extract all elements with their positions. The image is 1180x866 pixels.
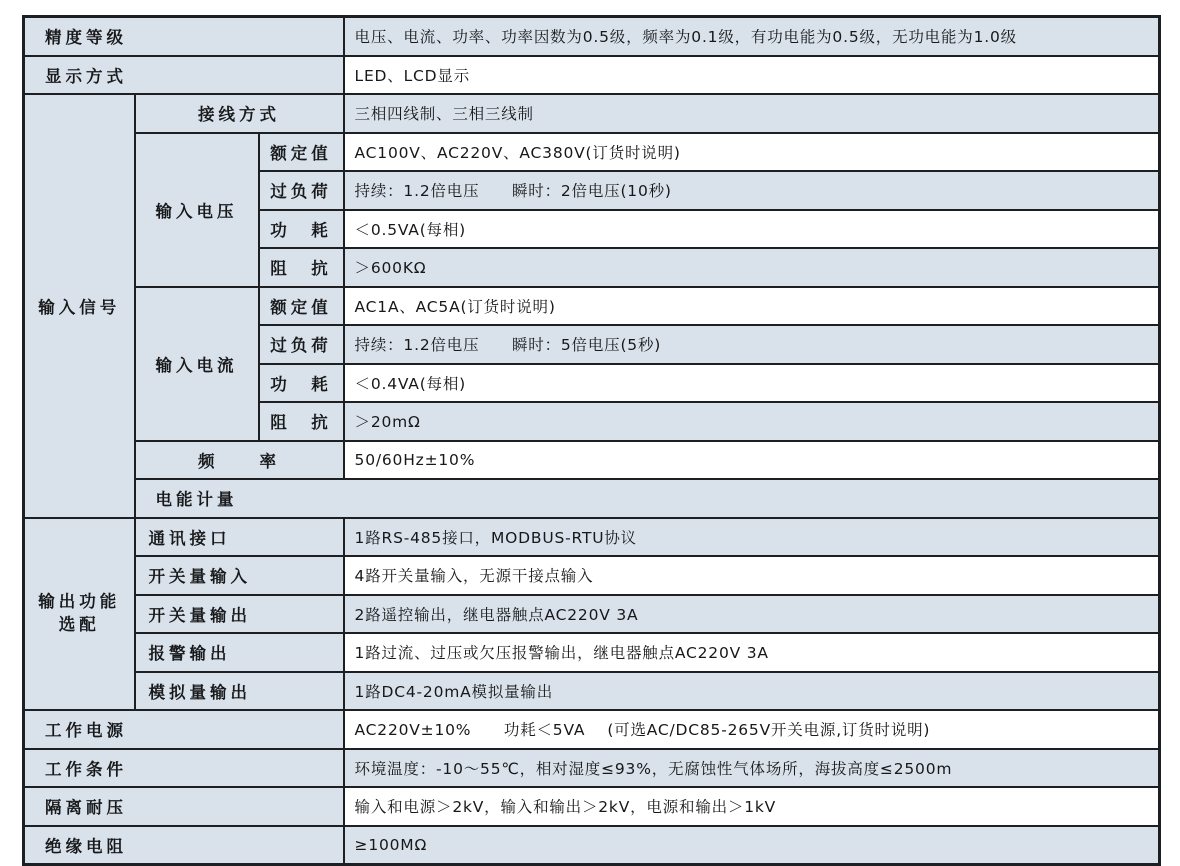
wiring-value: 三相四线制、三相三线制 [344, 94, 1160, 133]
comm-label: 通讯接口 [135, 518, 344, 557]
digital-input-label: 开关量输入 [135, 556, 344, 595]
row-voltage-rated [24, 133, 1160, 172]
row-digital-output [24, 595, 1160, 634]
frequency-label: 频 率 [135, 441, 344, 480]
current-impedance-value: ＞20mΩ [344, 402, 1160, 441]
row-accuracy [24, 17, 1160, 56]
voltage-impedance-value: ＞600KΩ [344, 248, 1160, 287]
analog-output-value: 1路DC4-20mA模拟量输出 [344, 672, 1160, 711]
row-comm [24, 518, 1160, 557]
specification-table [22, 15, 1161, 866]
voltage-power-value: ＜0.5VA(每相) [344, 210, 1160, 249]
voltage-overload-label: 过负荷 [259, 171, 344, 210]
current-overload-value: 持续：1.2倍电压 瞬时：5倍电压(5秒) [344, 325, 1160, 364]
current-rated-value: AC1A、AC5A(订货时说明) [344, 287, 1160, 326]
digital-output-label: 开关量输出 [135, 595, 344, 634]
accuracy-value: 电压、电流、功率、功率因数为0.5级，频率为0.1级，有功电能为0.5级，无功电能为1.0级 [344, 17, 1160, 56]
voltage-overload-value: 持续：1.2倍电压 瞬时：2倍电压(10秒) [344, 171, 1160, 210]
row-digital-input [24, 556, 1160, 595]
row-display [24, 56, 1160, 95]
accuracy-label: 精度等级 [24, 17, 344, 56]
voltage-rated-label: 额定值 [259, 133, 344, 172]
voltage-impedance-label: 阻 抗 [259, 248, 344, 287]
row-energy-metering [24, 479, 1160, 518]
output-options-label-line2: 选配 [58, 614, 100, 634]
row-isolation [24, 787, 1160, 826]
output-options-label-line1: 输出功能 [38, 592, 121, 612]
conditions-value: 环境温度：-10～55℃，相对湿度≤93%，无腐蚀性气体场所，海拔高度≤2500m [344, 749, 1160, 788]
current-impedance-label: 阻 抗 [259, 402, 344, 441]
output-options-label [24, 518, 135, 711]
current-overload-label: 过负荷 [259, 325, 344, 364]
row-conditions [24, 749, 1160, 788]
current-rated-label: 额定值 [259, 287, 344, 326]
alarm-output-value: 1路过流、过压或欠压报警输出，继电器触点AC220V 3A [344, 633, 1160, 672]
row-power-supply [24, 710, 1160, 749]
digital-input-value: 4路开关量输入，无源干接点输入 [344, 556, 1160, 595]
insulation-label: 绝缘电阻 [24, 826, 344, 865]
conditions-label: 工作条件 [24, 749, 344, 788]
voltage-power-label: 功 耗 [259, 210, 344, 249]
display-label: 显示方式 [24, 56, 344, 95]
row-insulation [24, 826, 1160, 865]
input-signal-label: 输入信号 [24, 94, 135, 518]
input-current-label: 输入电流 [135, 287, 259, 441]
wiring-label: 接线方式 [135, 94, 344, 133]
energy-metering-label: 电能计量 [135, 479, 1160, 518]
isolation-value: 输入和电源＞2kV，输入和输出＞2kV，电源和输出＞1kV [344, 787, 1160, 826]
isolation-label: 隔离耐压 [24, 787, 344, 826]
insulation-value: ≥100MΩ [344, 826, 1160, 865]
input-voltage-label: 输入电压 [135, 133, 259, 287]
display-value: LED、LCD显示 [344, 56, 1160, 95]
voltage-rated-value: AC100V、AC220V、AC380V(订货时说明) [344, 133, 1160, 172]
row-frequency [24, 441, 1160, 480]
comm-value: 1路RS-485接口，MODBUS-RTU协议 [344, 518, 1160, 557]
current-power-value: ＜0.4VA(每相) [344, 364, 1160, 403]
row-analog-output [24, 672, 1160, 711]
power-supply-value: AC220V±10% 功耗＜5VA (可选AC/DC85-265V开关电源,订货时说明) [344, 710, 1160, 749]
row-wiring [24, 94, 1160, 133]
alarm-output-label: 报警输出 [135, 633, 344, 672]
row-current-rated [24, 287, 1160, 326]
analog-output-label: 模拟量输出 [135, 672, 344, 711]
row-alarm-output [24, 633, 1160, 672]
power-supply-label: 工作电源 [24, 710, 344, 749]
frequency-value: 50/60Hz±10% [344, 441, 1160, 480]
current-power-label: 功 耗 [259, 364, 344, 403]
digital-output-value: 2路遥控输出，继电器触点AC220V 3A [344, 595, 1160, 634]
